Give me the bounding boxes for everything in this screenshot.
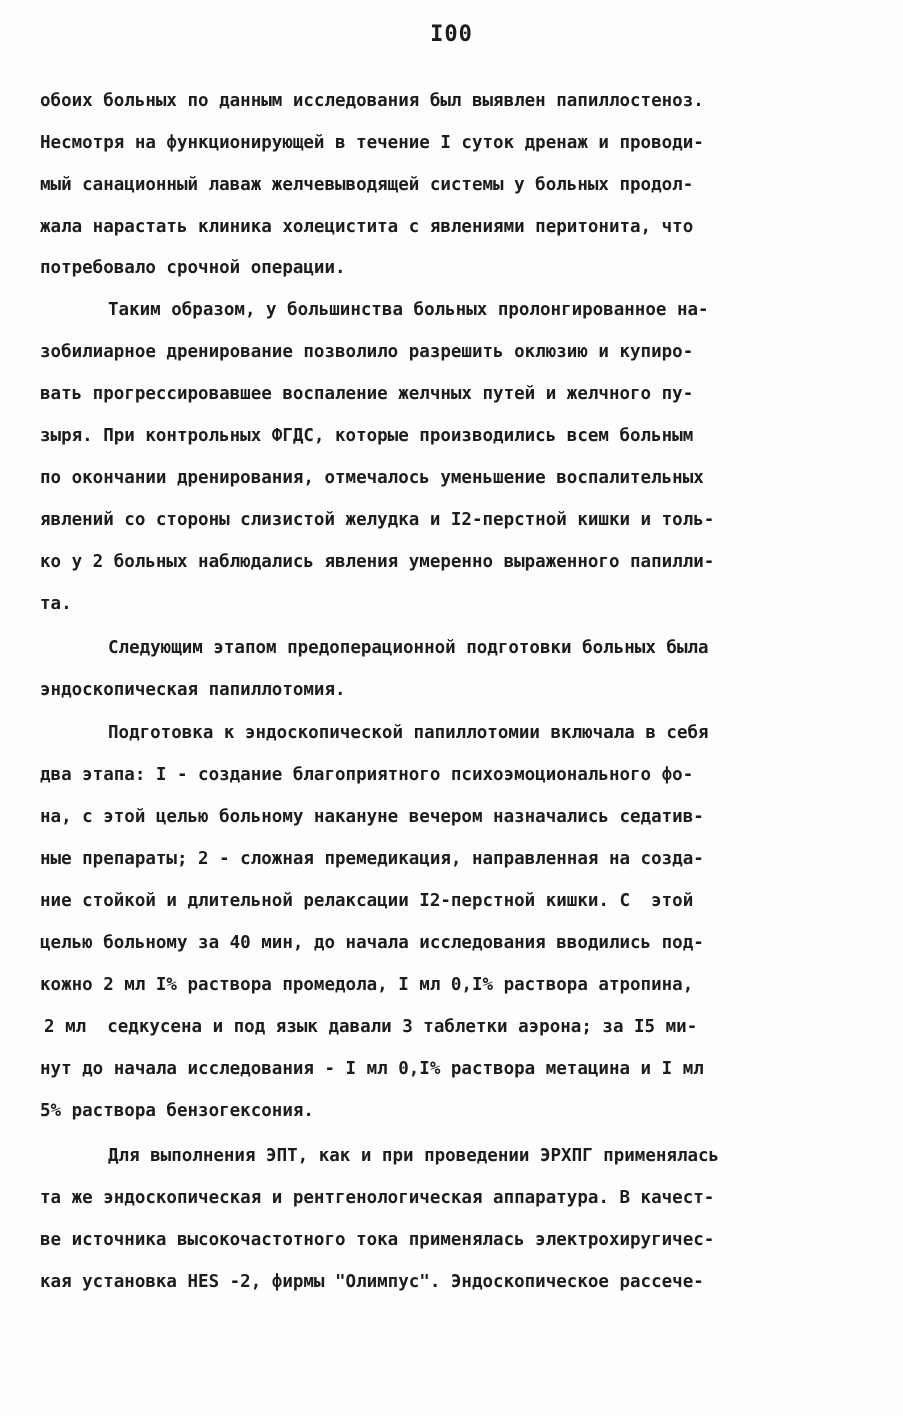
text-line: та. <box>40 594 72 614</box>
text-line: Несмотря на функционирующей в течение I суток дренаж и проводи- <box>40 133 704 153</box>
text-line: явлений со стороны слизистой желудка и I2-перстной кишки и толь- <box>40 510 715 530</box>
text-line: Следующим этапом предоперационной подготовки больных была <box>108 638 709 658</box>
text-line: ние стойкой и длительной релаксации I2-перстной кишки. С этой <box>40 891 694 911</box>
text-line: Таким образом, у большинства больных пролонгированное на- <box>108 300 709 320</box>
text-line: кожно 2 мл I% раствора промедола, I мл 0,I% раствора атропина, <box>40 975 694 995</box>
text-line: мый санационный лаваж желчевыводящей системы у больных продол- <box>40 175 694 195</box>
text-line: ные препараты; 2 - сложная премедикация, направленная на созда- <box>40 849 704 869</box>
text-line: потребовало срочной операции. <box>40 258 346 278</box>
page-number: I00 <box>430 22 473 47</box>
text-line: та же эндоскопическая и рентгенологическая аппаратура. В качест- <box>40 1188 715 1208</box>
text-line: Для выполнения ЭПТ, как и при проведении ЭРХПГ применялась <box>108 1146 720 1166</box>
text-line: вать прогрессировавшее воспаление желчных путей и желчного пу- <box>40 384 694 404</box>
text-line: 2 мл седкусена и под язык давали 3 таблетки аэрона; за I5 ми- <box>44 1017 698 1037</box>
text-line: эндоскопическая папиллотомия. <box>40 680 346 700</box>
text-line: нут до начала исследования - I мл 0,I% раствора метацина и I мл <box>40 1059 704 1079</box>
text-line: Подготовка к эндоскопической папиллотомии включала в себя <box>108 723 709 743</box>
text-line: по окончании дренирования, отмечалось уменьшение воспалительных <box>40 468 704 488</box>
text-line: обоих больных по данным исследования был выявлен папиллостеноз. <box>40 91 704 111</box>
text-line: на, с этой целью больному накануне вечером назначались седатив- <box>40 807 704 827</box>
text-line: целью больному за 40 мин, до начала исследования вводились под- <box>40 933 704 953</box>
text-line: зобилиарное дренирование позволило разрешить оклюзию и купиро- <box>40 342 694 362</box>
text-line: ко у 2 больных наблюдались явления умеренно выраженного папилли- <box>40 552 715 572</box>
text-line: кая установка HES -2, фирмы "Олимпус". Эндоскопическое рассече- <box>40 1272 704 1292</box>
text-line: зыря. При контрольных ФГДС, которые производились всем больным <box>40 426 694 446</box>
text-line: ве источника высокочастотного тока применялась электрохиругичес- <box>40 1230 715 1250</box>
text-line: 5% раствора бензогексония. <box>40 1101 314 1121</box>
text-line: два этапа: I - создание благоприятного психоэмоционального фо- <box>40 765 694 785</box>
text-line: жала нарастать клиника холецистита с явлениями перитонита, что <box>40 217 694 237</box>
